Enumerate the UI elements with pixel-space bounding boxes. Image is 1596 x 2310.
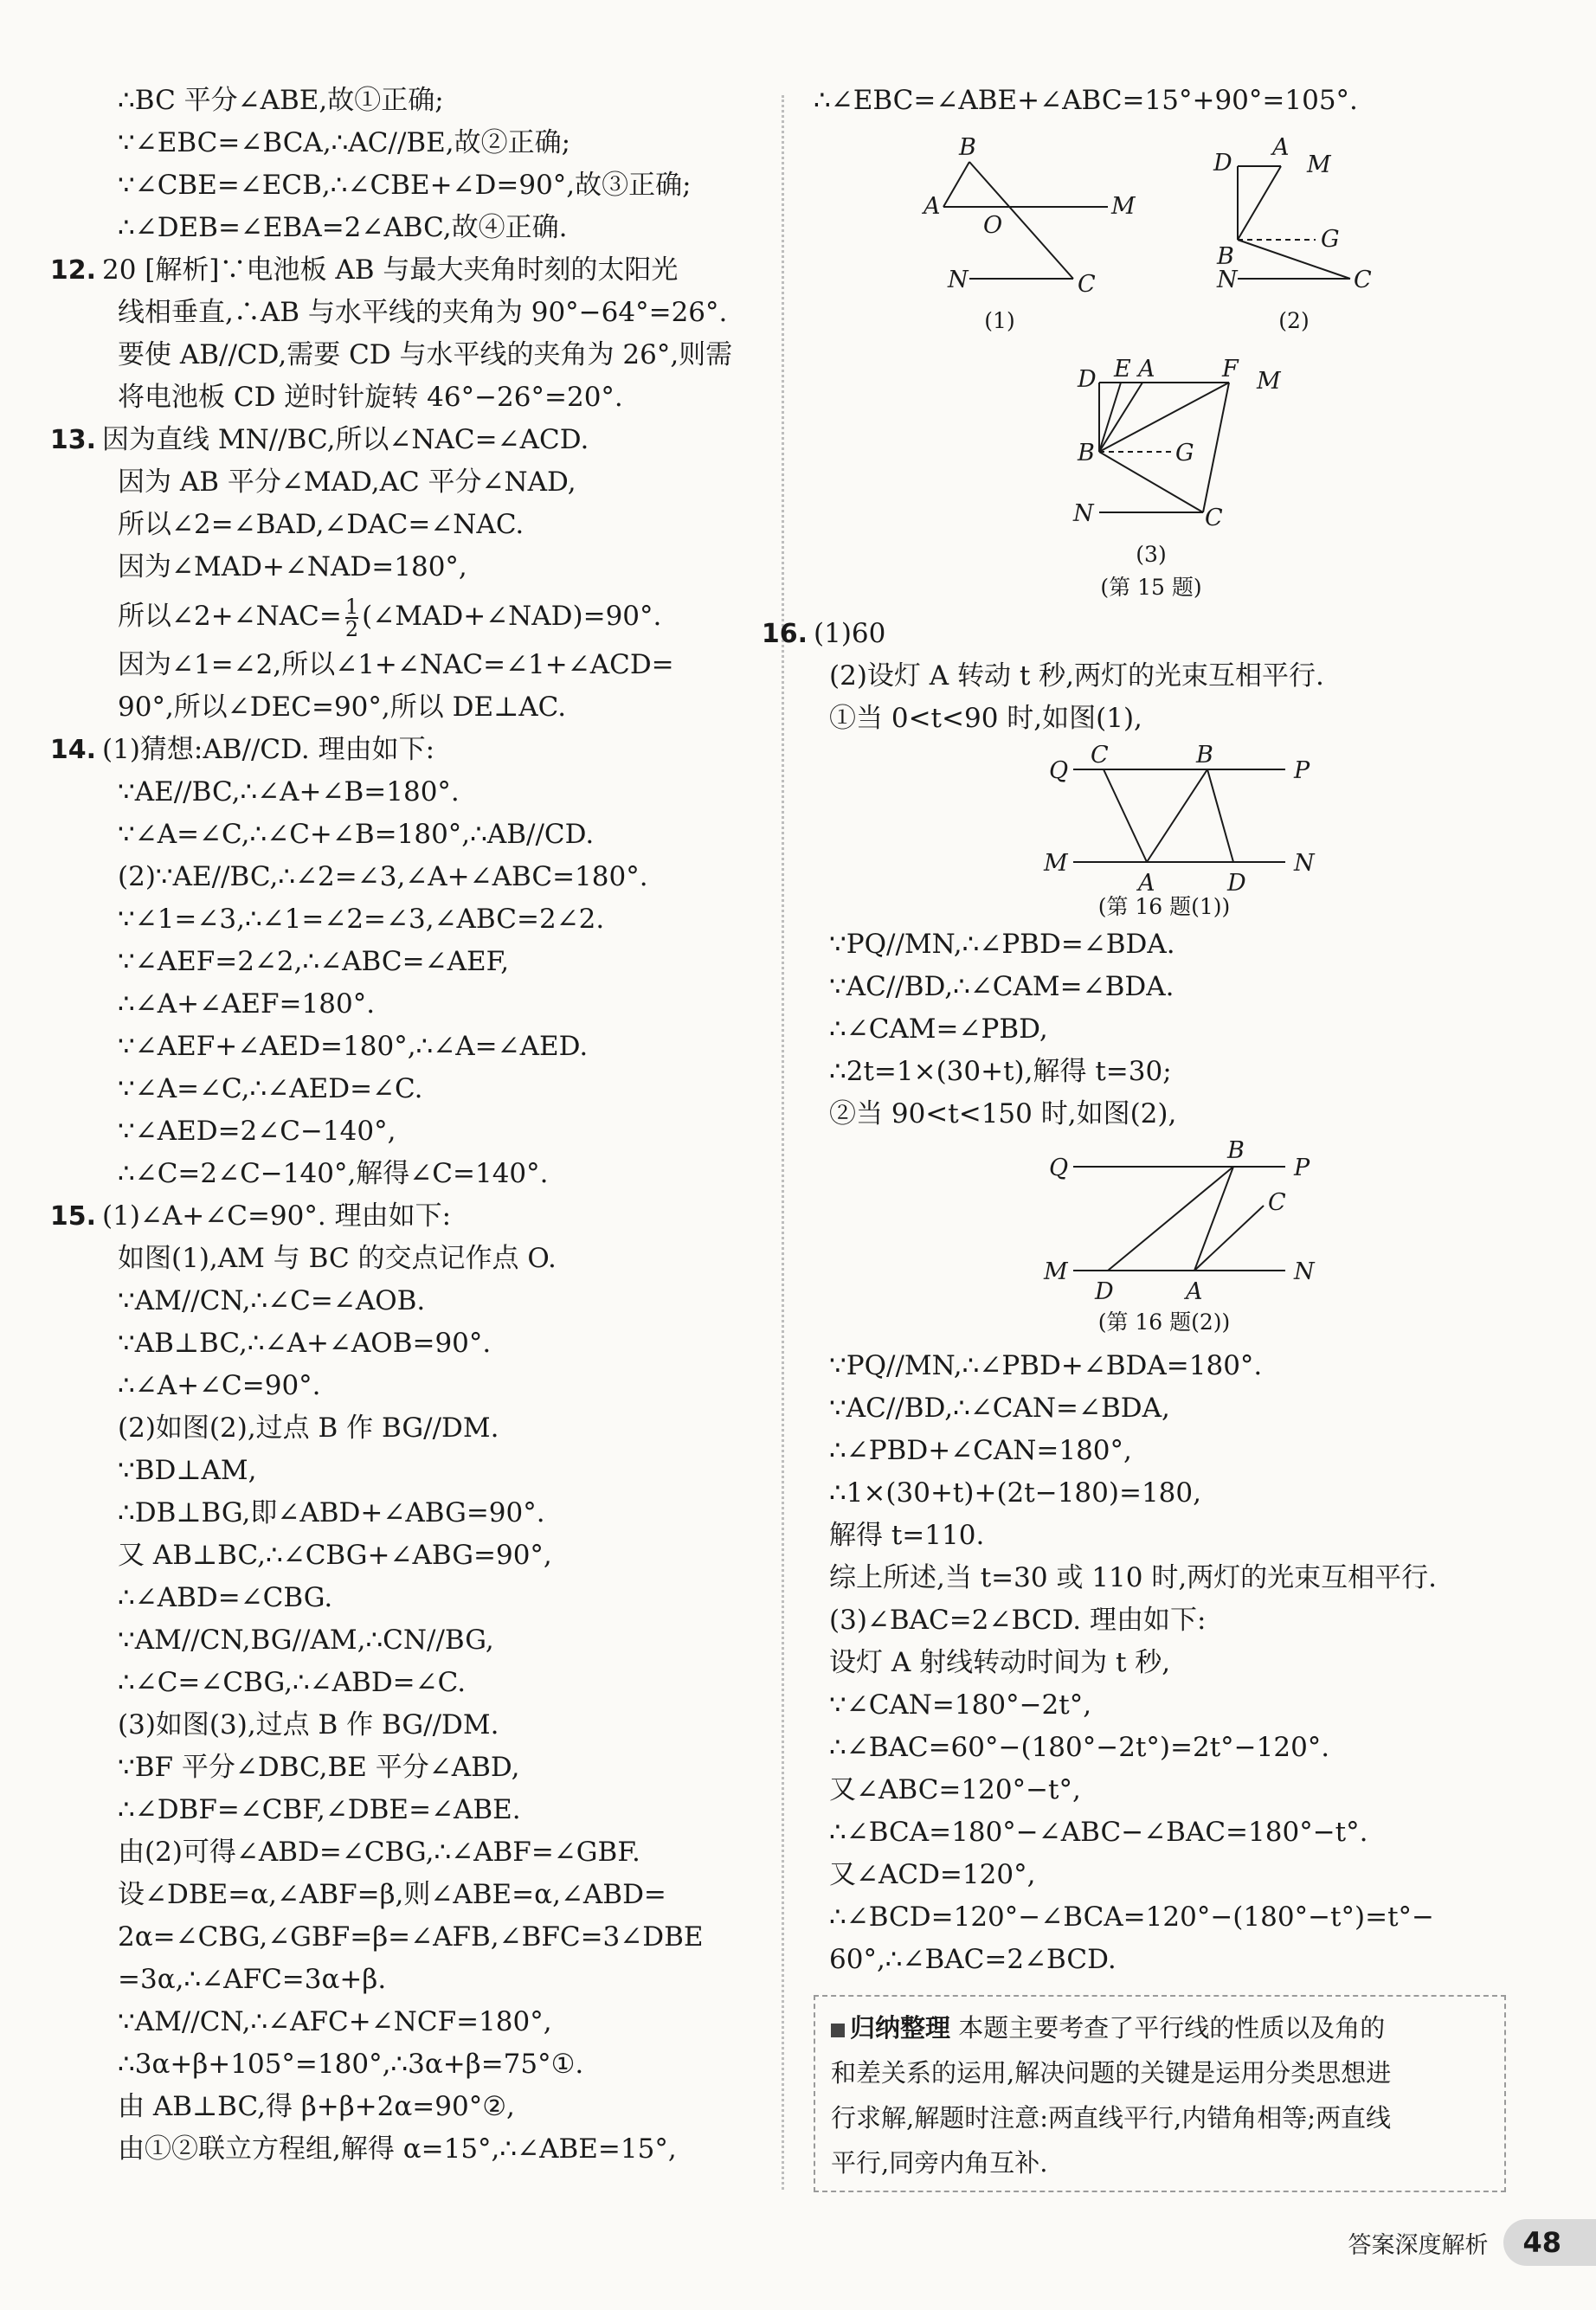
answer-line — [102, 856, 777, 898]
line-text: (2)设灯 A 转动 t 秒,两灯的光束互相平行. — [829, 660, 1324, 692]
answer-line: ∵PQ//MN,∴∠PBD=∠BDA. — [829, 929, 1175, 960]
line-text: ∴∠A+∠AEF=180°. — [118, 988, 376, 1020]
answer-line — [102, 1280, 777, 1322]
note-line — [831, 2140, 1489, 2185]
answer-line: 设灯 A 射线转动时间为 t 秒, — [829, 1647, 1171, 1678]
label-f16-2-Q: Q — [1049, 1155, 1069, 1181]
answer-line: ∴∠CAM=∠PBD, — [829, 1013, 1048, 1045]
label-f15-1-A: A — [923, 193, 941, 220]
answer-line — [102, 1959, 777, 2001]
answer-line — [102, 1916, 777, 1959]
f16-2-caption: (第 16 题(2)) — [1097, 1309, 1231, 1335]
label-f16-2-B: B — [1227, 1141, 1245, 1164]
fraction-half — [345, 596, 358, 640]
f15-sub-3: (3) — [1136, 542, 1167, 567]
line-text: 又 AB⊥BC,∴∠CBG+∠ABG=90°, — [118, 1540, 552, 1571]
fraction-line — [102, 589, 777, 644]
answer-line — [102, 1662, 777, 1704]
question-number: 15. — [49, 1201, 96, 1232]
answer-line — [102, 686, 777, 729]
label-f15-2-B: B — [1217, 243, 1234, 270]
line-text: ∵∠AED=2∠C−140°, — [118, 1116, 396, 1147]
label-f15-3-B: B — [1078, 440, 1095, 467]
line-text: (3)如图(3),过点 B 作 BG//DM. — [118, 1709, 499, 1741]
answer-line — [102, 2001, 777, 2043]
answer-line — [102, 644, 777, 686]
label-f15-3-D: D — [1078, 366, 1097, 393]
note-text: 和差关系的运用,解决问题的关键是运用分类思想进 — [831, 2058, 1392, 2088]
answer-line — [102, 1492, 777, 1535]
line-text: 将电池板 CD 逆时针旋转 46°−26°=20°. — [118, 382, 623, 413]
line-text: ∴∠C=2∠C−140°,解得∠C=140°. — [118, 1158, 549, 1189]
line-text: 如图(1),AM 与 BC 的交点记作点 O. — [118, 1243, 557, 1274]
label-f16-2-C: C — [1268, 1189, 1286, 1216]
answer-line: ∴1×(30+t)+(2t−180)=180, — [829, 1477, 1201, 1509]
answer-line — [102, 2128, 777, 2171]
note-line — [831, 2050, 1489, 2095]
answer-line: ∴∠BCD=120°−∠BCA=120°−(180°−t°)=t°− — [829, 1901, 1434, 1933]
answer-line: ∵PQ//MN,∴∠PBD+∠BDA=180°. — [829, 1350, 1263, 1381]
page-number: 48 — [1503, 2219, 1596, 2266]
answer-line — [102, 1322, 777, 1365]
answer-line: ∴2t=1×(30+t),解得 t=30; — [829, 1056, 1172, 1087]
label-f15-3-N: N — [1073, 500, 1094, 527]
line-text: ∵∠CBE=∠ECB,∴∠CBE+∠D=90°,故③正确; — [118, 170, 692, 201]
answer-line — [49, 419, 777, 461]
answer-line — [102, 771, 777, 814]
label-f15-1-O: O — [983, 212, 1003, 239]
answer-line: ∵AC//BD,∴∠CAN=∠BDA, — [829, 1393, 1170, 1424]
answer-line — [814, 655, 1506, 698]
answer-line — [102, 376, 777, 419]
line-text: 要使 AB//CD,需要 CD 与水平线的夹角为 26°,则需 — [118, 339, 733, 370]
note-text: 平行,同旁内角互补. — [831, 2148, 1048, 2178]
line-text: 20 [解析]∵电池板 AB 与最大夹角时刻的太阳光 — [102, 254, 679, 286]
line-text: 所以∠2=∠BAD,∠DAC=∠NAC. — [118, 509, 524, 540]
line-text: ∵BF 平分∠DBC,BE 平分∠ABD, — [118, 1752, 520, 1783]
line-text: (1)∠A+∠C=90°. 理由如下: — [102, 1200, 452, 1232]
question-number: 14. — [49, 735, 96, 765]
answer-line — [102, 814, 777, 856]
figure-15-svg — [814, 127, 1506, 608]
label-f16-1-Q: Q — [1049, 757, 1069, 784]
page-footer — [1348, 2216, 1596, 2269]
line-text: 由 AB⊥BC,得 β+β+2α=90°②, — [118, 2091, 515, 2122]
answer-line — [102, 1450, 777, 1492]
label-f16-1-C: C — [1091, 745, 1109, 769]
answer-line — [102, 122, 777, 164]
label-f15-2-C: C — [1354, 267, 1372, 293]
figure-16-2 — [814, 1141, 1506, 1340]
frac-denominator: 2 — [344, 616, 359, 641]
answer-line: ∴∠EBC=∠ABE+∠ABC=15°+90°=105°. — [814, 85, 1358, 116]
left-column — [49, 80, 777, 2171]
f16-1-caption: (第 16 题(1)) — [1097, 894, 1231, 918]
label-f15-2-N: N — [1217, 267, 1238, 293]
line-text: ∴∠DEB=∠EBA=2∠ABC,故④正确. — [118, 212, 568, 243]
question-number: 16. — [761, 619, 808, 649]
answer-line: ∴∠BCA=180°−∠ABC−∠BAC=180°−t°. — [829, 1817, 1368, 1848]
label-f16-1-M: M — [1044, 850, 1068, 877]
answer-line — [49, 729, 777, 771]
label-f15-3-E: E — [1114, 356, 1131, 383]
line-text: ∵AB⊥BC,∴∠A+∠AOB=90°. — [118, 1328, 492, 1359]
frac-line-post: (∠MAD+∠NAD)=90°. — [362, 601, 662, 632]
answer-line — [102, 1747, 777, 1789]
answer-line: (3)∠BAC=2∠BCD. 理由如下: — [829, 1605, 1207, 1636]
line-text: 由①②联立方程组,解得 α=15°,∴∠ABE=15°, — [118, 2133, 677, 2165]
answer-line — [102, 2086, 777, 2128]
summary-note — [814, 1995, 1506, 2192]
footer-label: 答案深度解析 — [1348, 2231, 1489, 2259]
line-text: ∴∠A+∠C=90°. — [118, 1370, 321, 1401]
line-text: 90°,所以∠DEC=90°,所以 DE⊥AC. — [118, 692, 567, 723]
answer-line: 综上所述,当 t=30 或 110 时,两灯的光束互相平行. — [829, 1562, 1438, 1593]
figure-15 — [814, 127, 1506, 608]
question-number: 12. — [49, 255, 96, 286]
answer-line — [102, 1619, 777, 1662]
answer-line — [102, 1365, 777, 1407]
label-f15-1-M: M — [1111, 193, 1136, 220]
line-text: 由(2)可得∠ABD=∠CBG,∴∠ABF=∠GBF. — [118, 1837, 640, 1868]
line-text: ∴∠ABD=∠CBG. — [118, 1582, 333, 1613]
answer-line — [102, 2043, 777, 2086]
answer-line: ②当 90<t<150 时,如图(2), — [829, 1098, 1177, 1129]
line-text: (2)如图(2),过点 B 作 BG//DM. — [118, 1412, 499, 1444]
answer-line — [102, 334, 777, 376]
answer-line — [102, 941, 777, 983]
line-text: ①当 0<t<90 时,如图(1), — [829, 703, 1142, 734]
answer-line — [814, 698, 1506, 740]
answer-line: ∴∠PBD+∠CAN=180°, — [829, 1435, 1132, 1466]
line-text: 因为∠MAD+∠NAD=180°, — [118, 551, 467, 582]
answer-line: ∵∠CAN=180°−2t°, — [829, 1689, 1092, 1721]
line-text: ∵∠A=∠C,∴∠AED=∠C. — [118, 1073, 423, 1104]
answer-line — [102, 1874, 777, 1916]
label-f15-3-G: G — [1175, 440, 1194, 467]
answer-line — [102, 207, 777, 249]
answer-line — [761, 613, 1506, 655]
label-f15-2-G: G — [1321, 226, 1340, 253]
column-divider — [782, 95, 784, 2190]
line-text: ∵AM//CN,∴∠C=∠AOB. — [118, 1285, 426, 1316]
line-text: ∵AM//CN,∴∠AFC+∠NCF=180°, — [118, 2006, 552, 2037]
label-f16-2-D: D — [1095, 1278, 1114, 1305]
line-text: ∵AE//BC,∴∠A+∠B=180°. — [118, 776, 460, 808]
label-f15-3-F: F — [1222, 356, 1239, 383]
answer-line: 又∠ACD=120°, — [829, 1859, 1036, 1890]
line-text: ∵∠EBC=∠BCA,∴AC//BE,故②正确; — [118, 127, 571, 158]
label-f15-2-D: D — [1213, 150, 1232, 177]
label-f16-2-A: A — [1186, 1278, 1203, 1305]
line-text: ∴∠C=∠CBG,∴∠ABD=∠C. — [118, 1667, 467, 1698]
answer-line — [49, 249, 777, 292]
line-text: (1)猜想:AB//CD. 理由如下: — [102, 734, 435, 765]
label-f16-2-M: M — [1044, 1258, 1068, 1285]
answer-line: 又∠ABC=120°−t°, — [829, 1774, 1081, 1805]
label-f15-1-C: C — [1078, 271, 1096, 298]
answer-line — [102, 1068, 777, 1110]
note-square-icon — [831, 2024, 845, 2037]
answer-line — [49, 1195, 777, 1238]
line-text: ∵∠1=∠3,∴∠1=∠2=∠3,∠ABC=2∠2. — [118, 904, 605, 935]
label-f15-3-C: C — [1205, 505, 1223, 531]
label-f16-1-D: D — [1227, 870, 1246, 897]
line-text: ∵∠AEF=2∠2,∴∠ABC=∠AEF, — [118, 946, 510, 977]
answer-line — [102, 898, 777, 941]
line-text: ∵AM//CN,BG//AM,∴CN//BG, — [118, 1625, 494, 1656]
line-text: (1)60 — [814, 618, 886, 649]
line-text: 2α=∠CBG,∠GBF=β=∠AFB,∠BFC=3∠DBE — [118, 1921, 704, 1953]
answer-line — [102, 461, 777, 504]
question-number: 13. — [49, 425, 96, 455]
label-f15-1-B: B — [959, 134, 976, 161]
note-text: 本题主要考查了平行线的性质以及角的 — [958, 2013, 1386, 2043]
line-text: 因为∠1=∠2,所以∠1+∠NAC=∠1+∠ACD= — [118, 649, 674, 680]
line-text: ∴BC 平分∠ABE,故①正确; — [118, 85, 444, 116]
answer-line — [102, 80, 777, 122]
answer-line — [102, 1831, 777, 1874]
line-text: =3α,∴∠AFC=3α+β. — [118, 1964, 387, 1995]
label-f16-2-N: N — [1294, 1258, 1315, 1285]
answer-line — [102, 1577, 777, 1619]
label-f15-3-A: A — [1138, 356, 1155, 383]
answer-line — [102, 292, 777, 334]
answer-line — [102, 1110, 777, 1153]
answer-line: 60°,∴∠BAC=2∠BCD. — [829, 1944, 1117, 1975]
line-text: (2)∵AE//BC,∴∠2=∠3,∠A+∠ABC=180°. — [118, 861, 648, 892]
line-text: 因为 AB 平分∠MAD,AC 平分∠NAD, — [118, 467, 576, 498]
figure-16-1-svg — [814, 745, 1506, 918]
right-column — [761, 80, 1506, 2192]
f15-sub-1: (1) — [984, 308, 1015, 333]
label-f15-1-N: N — [948, 267, 969, 293]
answer-line — [102, 164, 777, 207]
answer-line — [102, 1535, 777, 1577]
label-f15-2-A: A — [1272, 134, 1290, 161]
answer-line: ∴∠BAC=60°−(180°−2t°)=2t°−120°. — [829, 1732, 1330, 1763]
line-text: ∵∠A=∠C,∴∠C+∠B=180°,∴AB//CD. — [118, 819, 595, 850]
label-f15-2-M: M — [1307, 151, 1331, 178]
label-f16-1-A: A — [1138, 870, 1155, 897]
line-text: ∵BD⊥AM, — [118, 1455, 257, 1486]
note-heading: 归纳整理 — [850, 2013, 951, 2043]
f15-caption: (第 15 题) — [1100, 575, 1202, 600]
f15-sub-2: (2) — [1278, 308, 1310, 333]
note-text: 行求解,解题时注意:两直线平行,内错角相等;两直线 — [831, 2103, 1391, 2133]
frac-line-pre: 所以∠2+∠NAC= — [118, 601, 342, 632]
answer-line — [102, 1704, 777, 1747]
answer-line — [102, 1026, 777, 1068]
label-f16-1-P: P — [1294, 757, 1310, 784]
line-text: 线相垂直,∴AB 与水平线的夹角为 90°−64°=26°. — [118, 297, 728, 328]
frac-numerator: 1 — [344, 594, 359, 619]
line-text: 设∠DBE=α,∠ABF=β,则∠ABE=α,∠ABD= — [118, 1879, 666, 1910]
line-text: 因为直线 MN//BC,所以∠NAC=∠ACD. — [102, 424, 589, 455]
note-line — [831, 2005, 1489, 2050]
label-f16-2-P: P — [1294, 1155, 1310, 1181]
line-text: ∴DB⊥BG,即∠ABD+∠ABG=90°. — [118, 1497, 545, 1528]
note-line — [831, 2095, 1489, 2140]
line-text: ∴∠DBF=∠CBF,∠DBE=∠ABE. — [118, 1794, 521, 1825]
line-text: ∴3α+β+105°=180°,∴3α+β=75°①. — [118, 2049, 584, 2080]
answer-line — [102, 1789, 777, 1831]
answer-line — [102, 983, 777, 1026]
label-f16-1-N: N — [1294, 850, 1315, 877]
label-f16-1-B: B — [1196, 745, 1213, 769]
figure-16-2-svg — [814, 1141, 1506, 1340]
line-text: ∵∠AEF+∠AED=180°,∴∠A=∠AED. — [118, 1031, 589, 1062]
answer-line — [102, 1407, 777, 1450]
label-f15-3-M: M — [1257, 368, 1281, 395]
answer-line — [102, 504, 777, 546]
answer-line — [102, 546, 777, 589]
answer-line — [102, 1238, 777, 1280]
answer-line — [102, 1153, 777, 1195]
answer-line: 解得 t=110. — [829, 1520, 985, 1551]
figure-16-1 — [814, 745, 1506, 918]
answer-line: ∵AC//BD,∴∠CAM=∠BDA. — [829, 971, 1174, 1002]
